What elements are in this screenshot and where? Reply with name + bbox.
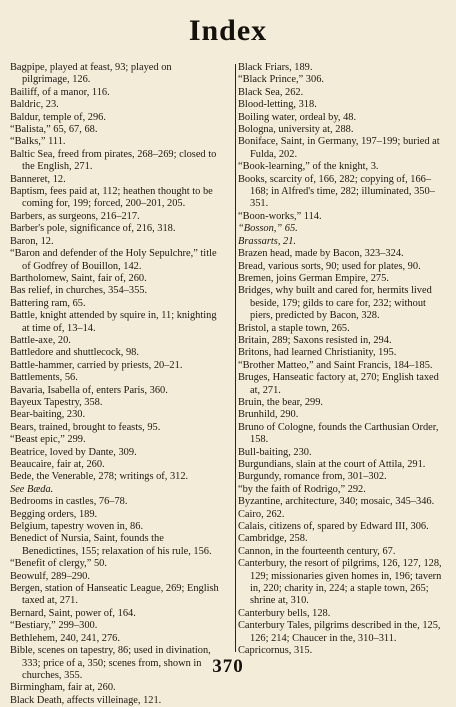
index-entry: See Bæda. [10,483,54,495]
index-entry: Bas relief, in churches, 354–355. [10,285,148,297]
index-entry: Baptism, fees paid at, 112; heathen thought to be coming for, 199; forced, 200–201, 205. [10,186,213,210]
index-entry: Burgundians, slain at the court of Attila, 291. [238,459,426,470]
index-entry: Bremen, joins German Empire, 275. [238,272,389,284]
index-entry: Bayeux Tapestry, 358. [10,396,103,408]
index-entry: Black Friars, 189. [238,62,313,73]
index-entry: Battle, knight attended by squire in, 11; knighting at time of, 13–14. [10,310,217,334]
index-entry: Beaucaire, fair at, 260. [10,459,105,470]
index-entry: Battle-axe, 20. [10,334,71,346]
index-entry: Bruges, Hanseatic factory at, 270; English taxed at, 271. [238,372,439,396]
index-entry: “Bosson,” 65. [238,223,298,235]
index-entry: Battering ram, 65. [10,297,86,309]
index-entry: Burgundy, romance from, 301–302. [238,471,387,483]
index-entry: Boniface, Saint, in Germany, 197–199; buried at Fulda, 202. [238,136,440,160]
page-title: Index [188,14,268,47]
index-entry: Bagpipe, played at feast, 93; played on pilgrimage, 126. [10,62,172,86]
index-entry: Britain, 289; Saxons resisted in, 294. [238,334,392,346]
index-entry: Britons, had learned Christianity, 195. [238,347,397,359]
index-entry: Bartholomew, Saint, fair of, 260. [10,272,147,284]
index-entry: Barber's pole, significance of, 216, 318. [10,223,176,235]
index-entry: Beowulf, 289–290. [10,570,90,582]
index-entry: Capricornus, 315. [238,645,313,657]
index-entry: Brassarts, 21. [238,235,297,247]
index-entry: Boiling water, ordeal by, 48. [238,111,357,123]
index-entry: “Brother Matteo,” and Saint Francis, 184–185. [238,359,433,371]
index-entry: Byzantine, architecture, 340; mosaic, 345–346. [238,496,435,508]
index-entry: “Balista,” 65, 67, 68. [10,124,98,136]
index-entry: Canterbury Tales, pilgrims described in the, 125, 126; 214; Chaucer in the, 310–311. [238,620,441,644]
index-entry: “Benefit of clergy,” 50. [10,558,107,570]
index-entry: “Book-learning,” of the knight, 3. [238,161,379,173]
index-entry: Bridges, why built and cared for, hermits lived beside, 179; gilds to care for, 232; without piers, predicted by Bacon, 328. [238,285,432,322]
right-column [232,62,448,657]
index-entry: Blood-letting, 318. [238,99,317,111]
index-entry: Brazen head, made by Bacon, 323–324. [238,248,404,260]
index-entry: Cannon, in the fourteenth century, 67. [238,545,396,557]
index-entry: Bread, various sorts, 90; used for plates, 90. [238,260,421,272]
left-column [8,62,224,706]
index-entry: Bruin, the bear, 299. [238,396,323,408]
index-entry: “by the faith of Rodrigo,” 292. [238,483,366,495]
index-entry: Bedrooms in castles, 76–78. [10,496,128,508]
index-entry: Bruno of Cologne, founds the Carthusian Order, 158. [238,421,439,446]
index-entry: Bears, trained, brought to feasts, 95. [10,421,161,433]
index-entry: “Boon-works,” 114. [238,210,322,222]
index-entry: “Black Prince,” 306. [238,74,324,86]
index-entry: Canterbury bells, 128. [238,607,331,619]
index-entry: Battle-hammer, carried by priests, 20–21. [10,359,183,371]
index-entry: Bull-baiting, 230. [238,446,312,458]
page-number: 370 [212,656,244,677]
index-entry: Bailiff, of a manor, 116. [10,86,110,98]
index-entry: “Bestiary,” 299–300. [10,620,98,632]
index-entry: Cambridge, 258. [238,533,308,545]
index-entry: Black Sea, 262. [238,86,304,98]
index-entry: Battledore and shuttlecock, 98. [10,347,139,359]
index-entry: Bavaria, Isabella of, enters Paris, 360. [10,384,168,396]
index-entry: Bede, the Venerable, 278; writings of, 312. [10,471,189,483]
index-entry: Benedict of Nursia, Saint, founds the Benedictines, 155; relaxation of his rule, 156. [10,533,212,557]
index-entry: Bergen, station of Hanseatic League, 269; English taxed at, 271. [10,583,219,607]
index-entry: Black Death, affects villeinage, 121. [10,694,162,706]
index-entry: Bristol, a staple town, 265. [238,322,350,334]
column-divider [235,64,236,652]
index-entry: Baron, 12. [10,235,54,247]
index-entry: “Beast epic,” 299. [10,434,86,446]
index-entry: Begging orders, 189. [10,508,98,520]
index-entry: Cairo, 262. [238,508,285,520]
index-entry: Beatrice, loved by Dante, 309. [10,446,137,458]
index-entry: Bernard, Saint, power of, 164. [10,607,136,619]
index-entry: Belgium, tapestry woven in, 86. [10,521,144,533]
index-entry: “Baron and defender of the Holy Sepulchre,” title of Godfrey of Bouillon, 142. [10,248,217,272]
index-entry: Birmingham, fair at, 260. [10,682,116,694]
index-entry: Calais, citizens of, spared by Edward III, 306. [238,521,429,533]
index-entry: Bible, scenes on tapestry, 86; used in divination, 333; price of a, 350; scenes from, shown in churches, 355. [10,645,211,681]
index-entry: Canterbury, the resort of pilgrims, 126, 127, 128, 129; missionaries given homes in, 196; tavern in, 220; charity in, 224; a staple town, 265; shrine at, 310. [238,558,442,607]
index-entry: Baltic Sea, freed from pirates, 268–269; closed to the English, 271. [10,148,217,173]
index-entry: Banneret, 12. [10,173,66,185]
index-entry: Battlements, 56. [10,372,78,384]
index-entry: Bear-baiting, 230. [10,409,86,421]
index-entry: Books, scarcity of, 166, 282; copying of, 166–168; in Alfred's time, 282; illuminated, 350–351. [238,173,435,210]
index-entry: Barbers, as surgeons, 216–217. [10,210,140,222]
index-entry: “Balks,” 111. [10,136,66,148]
index-entry: Brunhild, 290. [238,409,299,421]
index-entry: Baldur, temple of, 296. [10,111,106,123]
index-entry: Bologna, university at, 288. [238,124,354,136]
index-entry: Baldric, 23. [10,99,59,111]
index-entry: Bethlehem, 240, 241, 276. [10,632,120,644]
